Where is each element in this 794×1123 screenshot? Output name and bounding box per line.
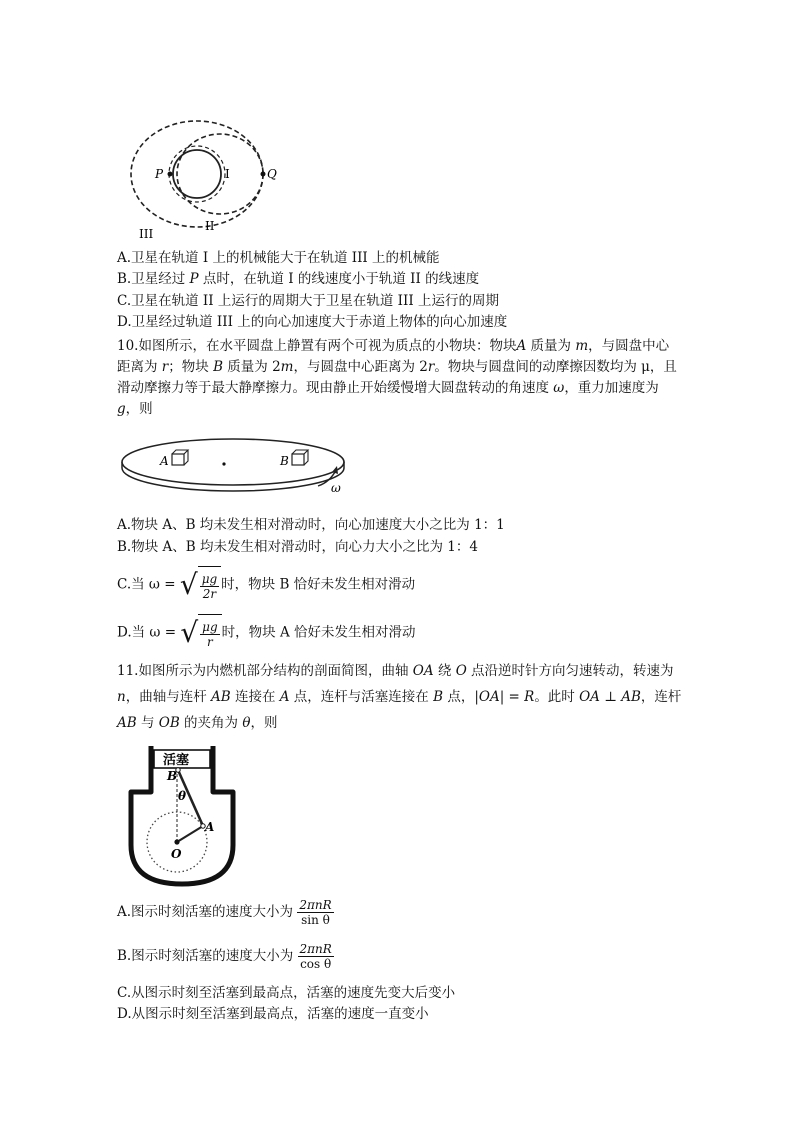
q11-option-d: D.从图示时刻至活塞到最高点，活塞的速度一直变小 xyxy=(117,1006,429,1022)
disk-center xyxy=(222,462,225,465)
label-B: B xyxy=(280,454,289,468)
label-III: III xyxy=(139,227,154,241)
crank-OA xyxy=(177,826,203,842)
block-A xyxy=(172,454,184,465)
label-Q: Q xyxy=(267,167,277,181)
block-B xyxy=(292,454,304,465)
point-P xyxy=(168,172,173,177)
disk-top xyxy=(122,439,344,485)
q10-option-c: C.当 ω = √ $\frac{\mu g}{2r}$ 时，物块 B 恰好未发生相对滑动 xyxy=(117,566,415,604)
q10-option-b: B.物块 A、B 均未发生相对滑动时，向心力大小之比为 1：4 xyxy=(117,539,478,555)
label-B: B xyxy=(167,769,178,783)
orbit-diagram xyxy=(125,118,280,243)
label-O: O xyxy=(171,847,182,861)
joint-O xyxy=(174,839,179,844)
orbit-II xyxy=(177,134,263,214)
q9-option-c: C.卫星在轨道 II 上运行的周期大于卫星在轨道 III 上运行的周期 xyxy=(117,293,499,309)
label-A: A xyxy=(160,454,169,468)
point-Q xyxy=(261,172,266,177)
label-omega: ω xyxy=(331,481,341,495)
q10-stem: 10.如图所示，在水平圆盘上静置有两个可视为质点的小物块：物块A 质量为 m，与圆盘中心距离为 r；物块 B 质量为 2m，与圆盘中心距离为 2r。物块与圆盘间的动摩擦因数均为 μ，且滑动摩擦力等于最大静摩擦力。现由静止开始缓慢增大圆盘转动的角速度 ω，重力加速度为 g，则 xyxy=(117,338,677,417)
q11-stem: 11.如图所示为内燃机部分结构的剖面简图，曲轴 OA 绕 O 点沿逆时针方向匀速转动，转速为 n，曲轴与连杆 AB 连接在 A 点，连杆与活塞连接在 B 点，|OA| = R。此时 OA ⊥ AB，连杆 AB 与 OB 的夹角为 θ，则 xyxy=(117,663,682,731)
label-I: I xyxy=(225,167,230,181)
orbit-I xyxy=(173,150,221,198)
label-II: II xyxy=(205,219,215,233)
q11-option-a: A.图示时刻活塞的速度大小为 $\frac{\text{2πnR}}{\text{sin θ}}$ xyxy=(117,898,332,927)
orbit-III xyxy=(131,121,263,227)
q9-option-d: D.卫星经过轨道 III 上的向心加速度大于赤道上物体的向心加速度 xyxy=(117,314,508,330)
label-P: P xyxy=(155,167,164,181)
disk-diagram xyxy=(118,436,358,502)
q10-option-d: D.当 ω = √ $\frac{\mu g}{r}$ 时，物块 A 恰好未发生相对滑动 xyxy=(117,614,416,652)
piston-label: 活塞 xyxy=(163,753,190,768)
q10-option-a: A.物块 A、B 均未发生相对滑动时，向心加速度大小之比为 1：1 xyxy=(117,517,505,533)
label-A: A xyxy=(205,820,215,834)
q11-option-c: C.从图示时刻至活塞到最高点，活塞的速度先变大后变小 xyxy=(117,985,456,1001)
q9-option-a: A.卫星在轨道 I 上的机械能大于在轨道 III 上的机械能 xyxy=(117,250,440,266)
q9-option-b: B.卫星经过 P 点时，在轨道 I 的线速度小于轨道 II 的线速度 xyxy=(117,271,480,287)
q11-option-b: B.图示时刻活塞的速度大小为 $\frac{\text{2πnR}}{\text{cos θ}}$ xyxy=(117,942,332,971)
engine-diagram xyxy=(125,740,240,890)
label-theta: θ xyxy=(178,789,187,803)
